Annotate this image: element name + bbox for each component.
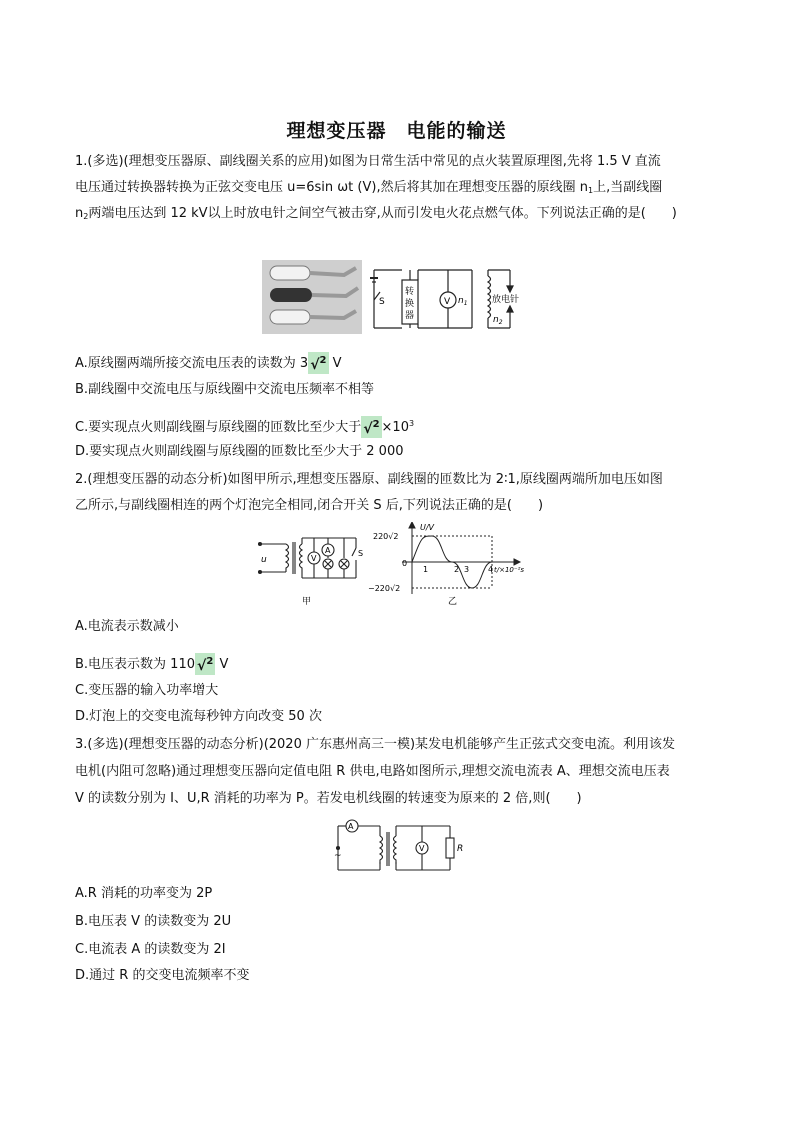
q1-option-a[interactable] [75, 352, 725, 374]
q2-y-bottom-label: −220√2 [368, 584, 401, 593]
igniter-photo [262, 260, 362, 334]
sqrt-icon: √$^2$ [361, 416, 381, 438]
q3-resistor-label: R [457, 844, 464, 854]
q1-switch-label: S [379, 297, 385, 307]
q2-stem-line1: 2.(理想变压器的动态分析)如图甲所示,理想变压器原、副线圈的匝数比为 2∶1,原线圈两端所加电压如图 [75, 472, 663, 487]
q1-option-c-mult: ×10 [381, 420, 409, 435]
q2-x-tick-2: 2 [454, 565, 460, 574]
q2-figure [252, 522, 542, 610]
q1-converter-char3: 器 [405, 311, 415, 321]
q2-option-d[interactable]: D.灯泡上的交变电流每秒钟方向改变 50 次 [75, 709, 322, 724]
q1-voltmeter-label: V [444, 297, 451, 307]
q1-option-d[interactable]: D.要实现点火则副线圈与原线圈的匝数比至少大于 2 000 [75, 444, 404, 459]
q2-x-tick-4: 4 [488, 565, 494, 574]
q3-stem-line1: 3.(多选)(理想变压器的动态分析)(2020 广东惠州高三一模)某发电机能够产生正弦式交变电流。利用该发 [75, 737, 676, 752]
q3-circuit [337, 820, 455, 870]
q2-option-b[interactable] [75, 653, 725, 675]
q1-stem-line2-b: ωt (V),然后将其加在理想变压器的原线圈 n [337, 180, 588, 195]
q3-stem-line2: 电机(内阻可忽略)通过理想变压器向定值电阻 R 供电,电路如图所示,理想交流电流表 A、理想交流电压表 [75, 764, 670, 779]
q1-option-c-exponent: 3 [408, 419, 415, 428]
q1-option-b[interactable]: B.副线圈中交流电压与原线圈中交流电压频率不相等 [75, 382, 375, 397]
q2-fig-yi-caption: 乙 [448, 597, 458, 607]
q3-stem-line3: V 的读数分别为 I、U,R 消耗的功率为 P。若发电机线圈的转速变为原来的 2 倍,则( ) [75, 791, 582, 806]
q2-x-tick-3: 3 [464, 565, 470, 574]
q3-option-b[interactable]: B.电压表 V 的读数变为 2U [75, 914, 232, 929]
q1-n2-symbol: n [75, 206, 84, 221]
sqrt-icon: √$^2$ [308, 352, 328, 374]
q2-ammeter-label: A [325, 546, 331, 555]
q2-option-b-text: B.电压表示数为 110 [75, 657, 195, 672]
q1-converter-char2: 换 [405, 299, 415, 309]
q2-u-label: u [261, 555, 267, 565]
q2-option-b-unit: V [215, 657, 229, 672]
q1-converter-char1: 转 [405, 287, 415, 297]
q1-stem-line2-a: 电压通过转换器转换为正弦交变电压 u=6sin [75, 180, 338, 195]
q3-option-d[interactable]: D.通过 R 的交变电流频率不变 [75, 968, 250, 983]
q1-n1-label: $n_1$ [458, 296, 468, 307]
q1-option-c-text: C.要实现点火则副线圈与原线圈的匝数比至少大于 [75, 420, 362, 435]
q3-ammeter-label: A [348, 822, 354, 831]
q1-option-a-unit: V [328, 356, 342, 371]
q2-y-zero-label: 0 [402, 559, 408, 568]
q2-option-a[interactable]: A.电流表示数减小 [75, 619, 179, 634]
page-title: 理想变压器 电能的输送 [286, 120, 507, 142]
q1-stem-line3 [75, 204, 725, 227]
q1-stem-line1: 1.(多选)(理想变压器原、副线圈关系的应用)如图为日常生活中常见的点火装置原理图,先将 1.5 V 直流 [75, 154, 661, 169]
q1-stem-line3-b: 两端电压达到 12 kV以上时放电针之间空气被击穿,从而引发电火花点燃气体。下列说法正确的是( ) [88, 206, 677, 221]
q3-figure [330, 814, 470, 880]
q1-n2-subscript: 2 [83, 212, 89, 221]
q3-voltmeter-label: V [419, 844, 425, 853]
q2-voltmeter-label: V [311, 554, 317, 563]
q1-needle-label: 放电针 [492, 295, 520, 305]
q2-option-c[interactable]: C.变压器的输入功率增大 [75, 683, 219, 698]
q2-stem-line2: 乙所示,与副线圈相连的两个灯泡完全相同,闭合开关 S 后,下列说法正确的是( ) [75, 498, 544, 513]
q1-n2-label: $n_2$ [493, 315, 503, 326]
q2-x-axis-label: t/×10⁻²s [494, 566, 525, 574]
q1-stem-line2 [75, 178, 725, 201]
q2-switch-label: S [358, 549, 364, 558]
q3-option-c[interactable]: C.电流表 A 的读数变为 2I [75, 942, 226, 957]
q2-y-axis-label: U/V [420, 523, 435, 532]
q1-stem-line2-c: 上,当副线圈 [593, 180, 663, 195]
q3-option-a[interactable]: A.R 消耗的功率变为 2P [75, 886, 213, 901]
sqrt-icon: √$^2$ [195, 653, 215, 675]
q2-y-top-label: 220√2 [373, 532, 399, 541]
q2-voltage-graph [402, 522, 520, 594]
q1-n1-subscript: 1 [587, 186, 594, 195]
q1-option-c[interactable] [75, 414, 725, 438]
q2-x-tick-1: 1 [423, 565, 429, 574]
q2-fig-jia-caption: 甲 [302, 597, 312, 607]
q2-circuit-jia [259, 538, 357, 578]
q1-figure [262, 258, 527, 338]
q1-option-a-text: A.原线圈两端所接交流电压表的读数为 3 [75, 356, 309, 371]
q3-source-symbol: ~ [334, 851, 342, 861]
